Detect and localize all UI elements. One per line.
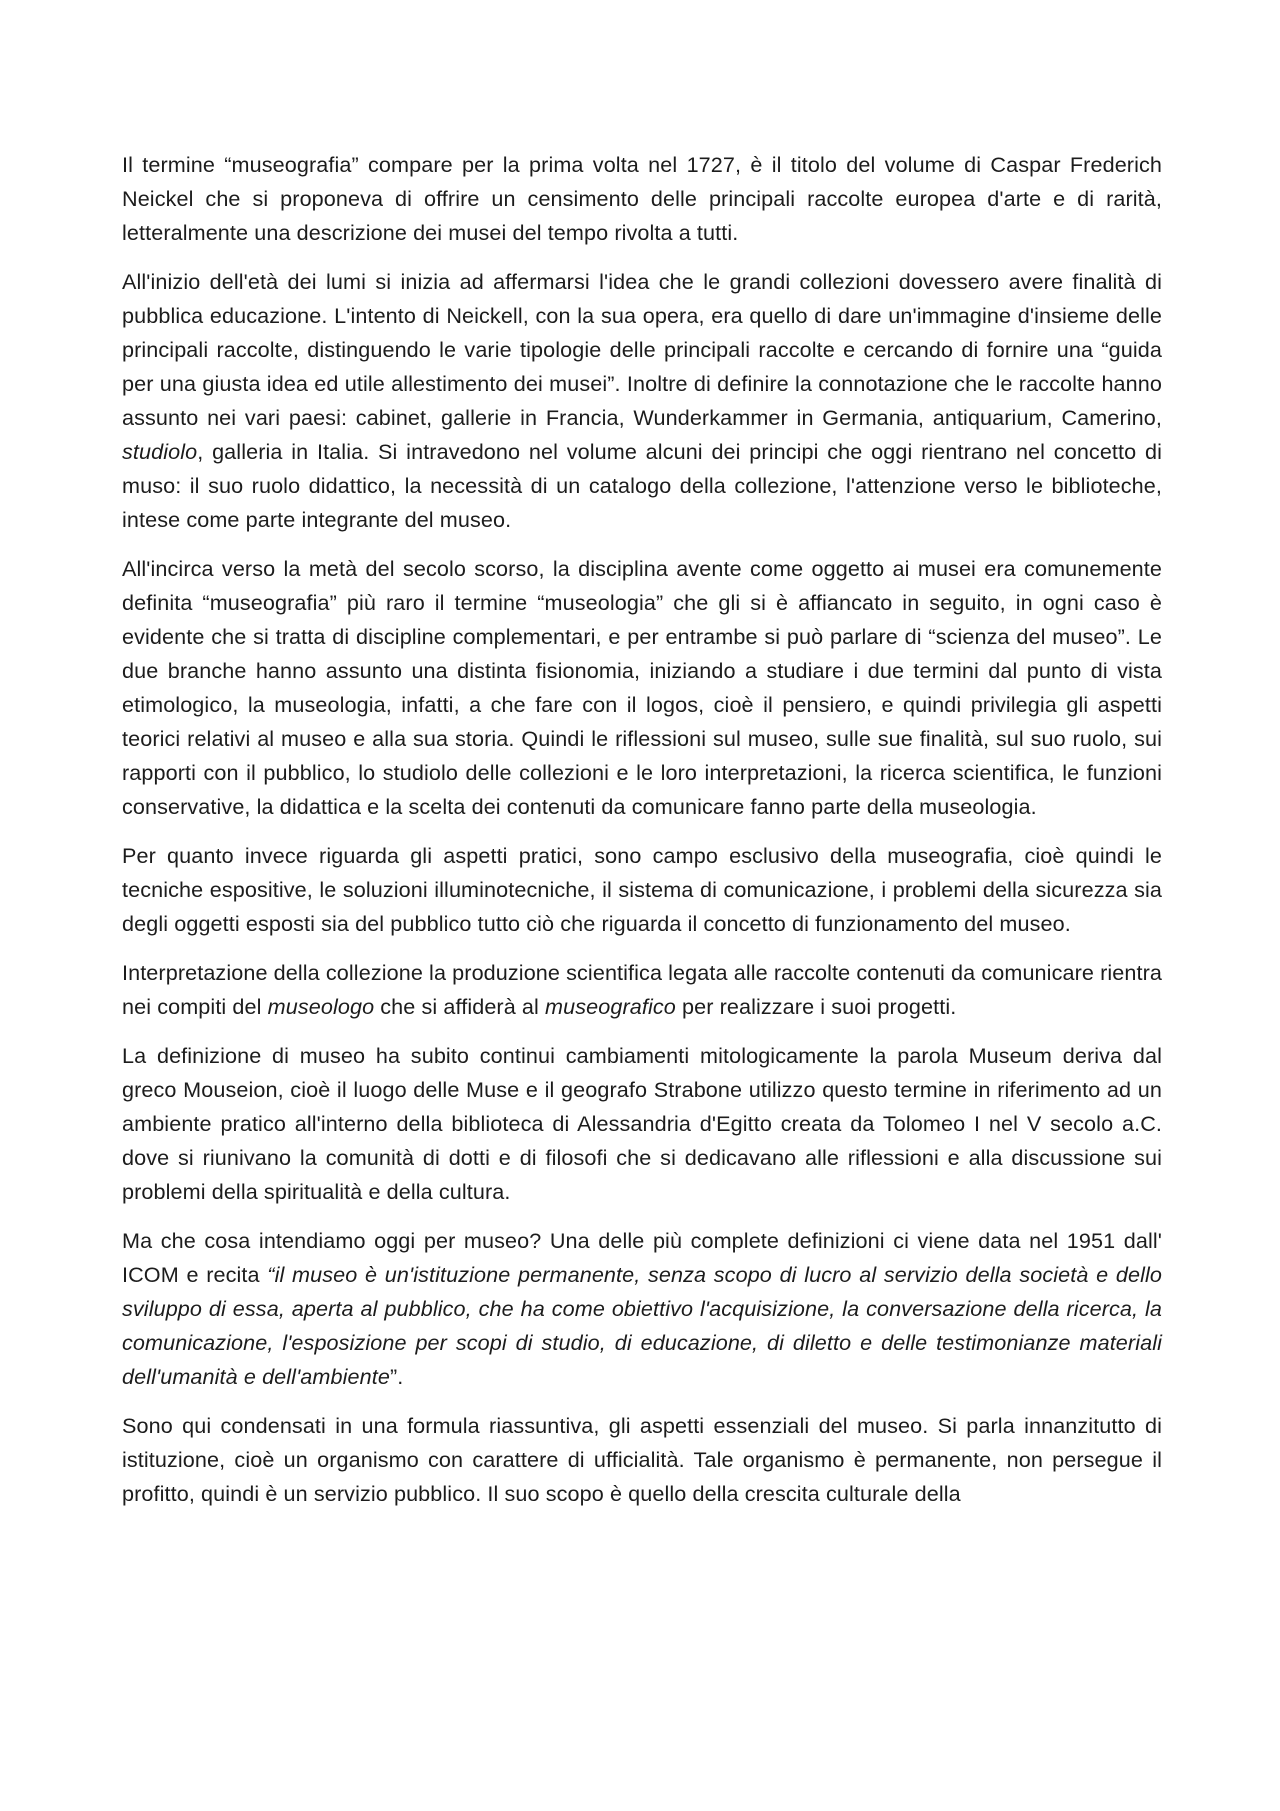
paragraph-5-italic-museologo: museologo — [267, 994, 375, 1019]
paragraph-3-text: All'incirca verso la metà del secolo scorso, la disciplina avente come oggetto ai musei era comunemente definita “museografia” più raro il termine “museologia” che gli si è affiancato in seguito, in ogni caso è evidente che si tratta di discipline complementari, e per entrambe si può parlare di “scienza del museo”. Le due branche hanno assunto una distinta fisionomia, iniziando a studiare i due termini dal punto di vista etimologico, la museologia, infatti, a che fare con il logos, cioè il pensiero, e quindi privilegia gli aspetti teorici relativi al museo e alla sua storia. Quindi le riflessioni sul museo, sulle sue finalità, sul suo ruolo, sui rapporti con il pubblico, lo studiolo delle collezioni e le loro interpretazioni, la ricerca scientifica, le funzioni conservative, la didattica e la scelta dei contenuti da comunicare fanno parte della museologia. — [122, 556, 1162, 819]
paragraph-6 — [122, 1039, 1162, 1209]
paragraph-5-text-c: per realizzare i suoi progetti. — [675, 994, 957, 1019]
paragraph-2 — [122, 265, 1162, 537]
paragraph-2-text-a: All'inizio dell'età dei lumi si inizia ad affermarsi l'idea che le grandi collezioni dovessero avere finalità di pubblica educazione. L'intento di Neickell, con la sua opera, era quello di dare un'immagine d'insieme delle principali raccolte, distinguendo le varie tipologie delle principali raccolte e cercando di fornire una “guida per una giusta idea ed utile allestimento dei musei”. Inoltre di definire la connotazione che le raccolte hanno assunto nei vari paesi: cabinet, gallerie in Francia, Wunderkammer in Germania, antiquarium, Camerino, — [122, 269, 1162, 430]
paragraph-5-text-b: che si affiderà al — [374, 994, 546, 1019]
paragraph-2-italic-studiolo: studiolo — [122, 439, 198, 464]
paragraph-5 — [122, 956, 1162, 1024]
paragraph-2-text-b: , galleria in Italia. Si intravedono nel volume alcuni dei principi che oggi rientrano nel concetto di muso: il suo ruolo didattico, la necessità di un catalogo della collezione, l'attenzione verso le biblioteche, intese come parte integrante del museo. — [122, 439, 1162, 532]
paragraph-5-italic-museografico: museografico — [545, 994, 676, 1019]
paragraph-1-text: Il termine “museografia” compare per la prima volta nel 1727, è il titolo del volume di Caspar Frederich Neickel che si proponeva di offrire un censimento delle principali raccolte europea d'arte e di rarità, letteralmente una descrizione dei musei del tempo rivolta a tutti. — [122, 152, 1162, 245]
document-page — [122, 148, 1162, 1526]
paragraph-8 — [122, 1409, 1162, 1511]
paragraph-3 — [122, 552, 1162, 824]
paragraph-7-icom-quote: “il museo è un'istituzione permanente, senza scopo di lucro al servizio della società e dello sviluppo di essa, aperta al pubblico, che ha come obiettivo l'acquisizione, la conversazione della ricerca, la comunicazione, l'esposizione per scopi di studio, di educazione, di diletto e delle testimonianze materiali dell'umanità e dell'ambiente — [122, 1262, 1162, 1389]
paragraph-1 — [122, 148, 1162, 250]
paragraph-8-text: Sono qui condensati in una formula riassuntiva, gli aspetti essenziali del museo. Si parla innanzitutto di istituzione, cioè un organismo con carattere di ufficialità. Tale organismo è permanente, non persegue il profitto, quindi è un servizio pubblico. Il suo scopo è quello della crescita culturale della — [122, 1413, 1162, 1506]
paragraph-5-text-a: Interpretazione della collezione la produzione scientifica legata alle raccolte contenuti da comunicare rientra nei compiti del — [122, 960, 1162, 1019]
paragraph-4 — [122, 839, 1162, 941]
paragraph-6-text: La definizione di museo ha subito continui cambiamenti mitologicamente la parola Museum deriva dal greco Mouseion, cioè il luogo delle Muse e il geografo Strabone utilizzo questo termine in riferimento ad un ambiente pratico all'interno della biblioteca di Alessandria d'Egitto creata da Tolomeo I nel V secolo a.C. dove si riunivano la comunità di dotti e di filosofi che si dedicavano alle riflessioni e alla discussione sui problemi della spiritualità e della cultura. — [122, 1043, 1162, 1204]
paragraph-7-text-a: Ma che cosa intendiamo oggi per museo? Una delle più complete definizioni ci viene data nel 1951 dall' ICOM e recita — [122, 1228, 1162, 1287]
paragraph-7 — [122, 1224, 1162, 1394]
paragraph-7-text-b: ”. — [389, 1364, 404, 1389]
paragraph-4-text: Per quanto invece riguarda gli aspetti pratici, sono campo esclusivo della museografia, cioè quindi le tecniche espositive, le soluzioni illuminotecniche, il sistema di comunicazione, i problemi della sicurezza sia degli oggetti esposti sia del pubblico tutto ciò che riguarda il concetto di funzionamento del museo. — [122, 843, 1162, 936]
